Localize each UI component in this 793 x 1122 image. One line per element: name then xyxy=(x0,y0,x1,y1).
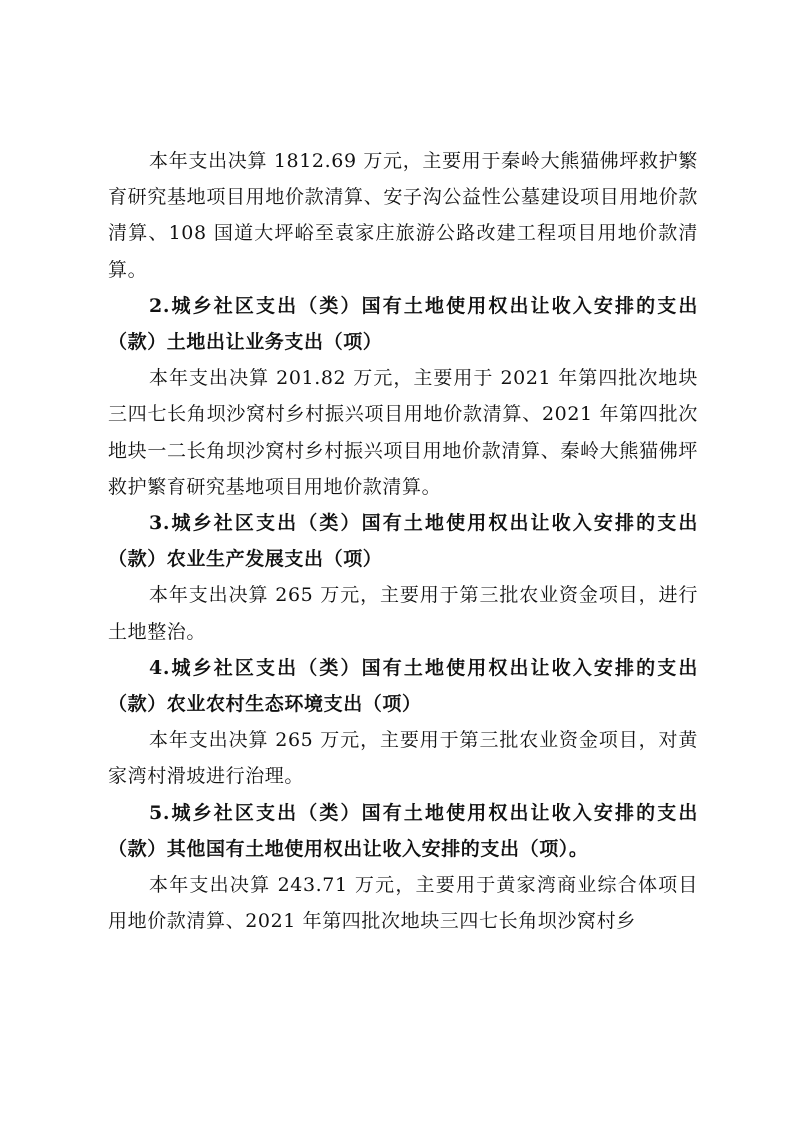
paragraph-expenditure-1: 本年支出决算 1812.69 万元，主要用于秦岭大熊猫佛坪救护繁育研究基地项目用地价款清算、安子沟公益性公墓建设项目用地价款清算、108 国道大坪峪至袁家庄旅游公路改建工程项目用地价款清算。 xyxy=(108,150,698,281)
heading-item-3: 3.城乡社区支出（类）国有土地使用权出让收入安排的支出（款）农业生产发展支出（项） xyxy=(108,512,698,571)
heading-item-4: 4.城乡社区支出（类）国有土地使用权出让收入安排的支出（款）农业农村生态环境支出（项） xyxy=(108,656,698,716)
document-page xyxy=(108,143,698,939)
paragraph-expenditure-3: 本年支出决算 265 万元，主要用于第三批农业资金项目，进行土地整治。 xyxy=(108,584,698,643)
heading-item-2: 2.城乡社区支出（类）国有土地使用权出让收入安排的支出（款）土地出让业务支出（项） xyxy=(108,294,698,354)
paragraph-expenditure-4: 本年支出决算 265 万元，主要用于第三批农业资金项目，对黄家湾村滑坡进行治理。 xyxy=(108,729,698,788)
paragraph-expenditure-5: 本年支出决算 243.71 万元，主要用于黄家湾商业综合体项目用地价款清算、2021 年第四批次地块三四七长角坝沙窝村乡 xyxy=(108,874,698,933)
paragraph-expenditure-2: 本年支出决算 201.82 万元，主要用于 2021 年第四批次地块三四七长角坝沙窝村乡村振兴项目用地价款清算、2021 年第四批次地块一二长角坝沙窝村乡村振兴项目用地价款清算、秦岭大熊猫佛坪救护繁育研究基地项目用地价款清算。 xyxy=(108,367,698,498)
heading-item-5: 5.城乡社区支出（类）国有土地使用权出让收入安排的支出（款）其他国有土地使用权出让收入安排的支出（项）。 xyxy=(108,801,698,860)
